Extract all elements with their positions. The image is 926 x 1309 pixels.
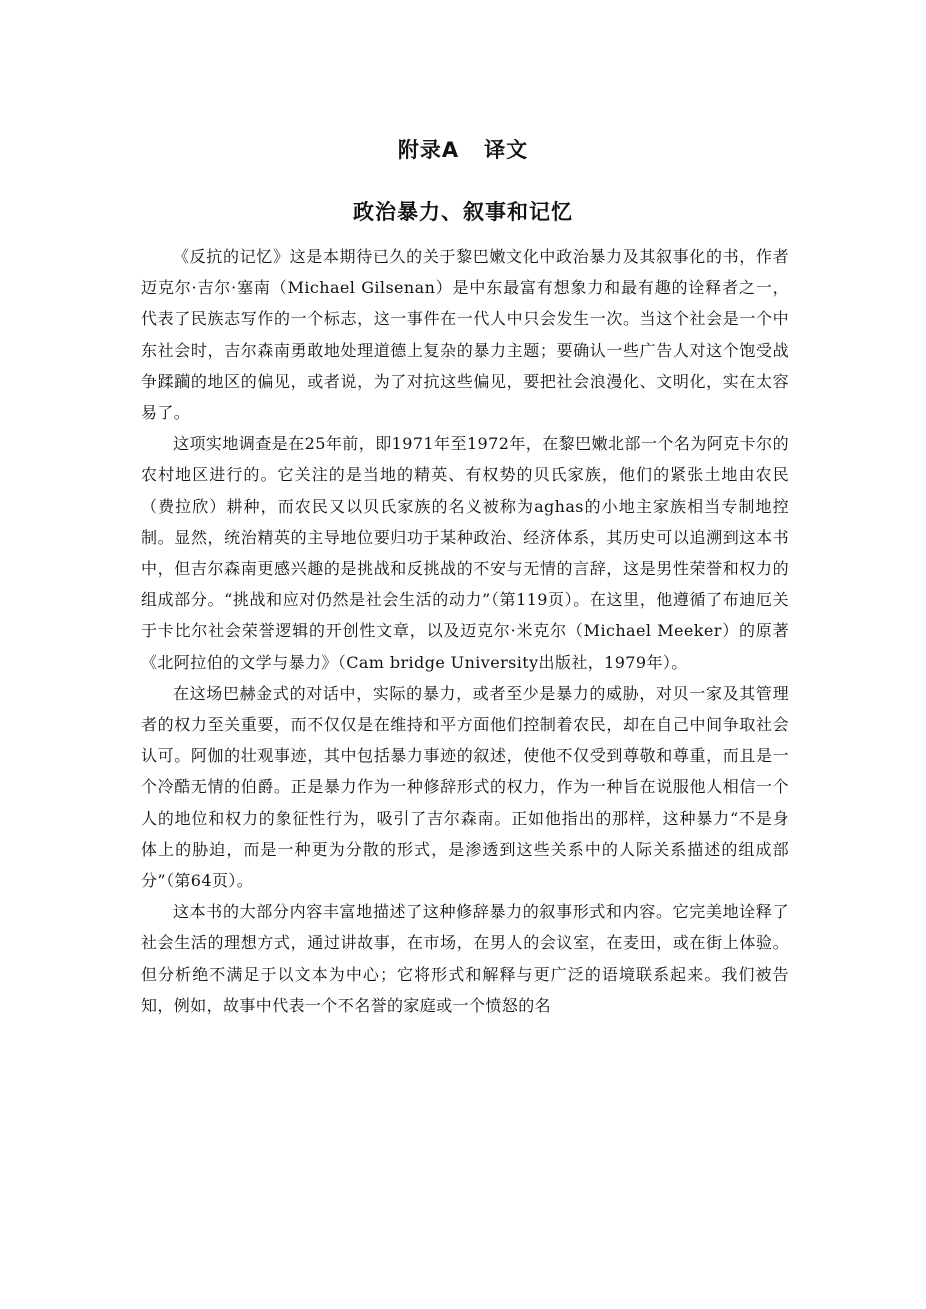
body-text xyxy=(141,241,789,1021)
paragraph-3: 在这场巴赫金式的对话中，实际的暴力，或者至少是暴力的威胁，对贝一家及其管理者的权力至关重要，而不仅仅是在维持和平方面他们控制着农民，却在自己中间争取社会认可。阿伽的壮观事迹，其中包括暴力事迹的叙述，使他不仅受到尊敬和尊重，而且是一个冷酷无情的伯爵。正是暴力作为一种修辞形式的权力，作为一种旨在说服他人相信一个人的地位和权力的象征性行为，吸引了吉尔森南。正如他指出的那样，这种暴力“不是身体上的胁迫，而是一种更为分散的形式，是渗透到这些关系中的人际关系描述的组成部分”（第64页）。 xyxy=(141,683,789,891)
paragraph-1: 《反抗的记忆》这是本期待已久的关于黎巴嫩文化中政治暴力及其叙事化的书，作者迈克尔·吉尔·塞南（Michael Gilsenan）是中东最富有想象力和最有趣的诠释者之一，代表了民族志写作的一个标志，这一事件在一代人中只会发生一次。当这个社会是一个中东社会时，吉尔森南勇敢地处理道德上复杂的暴力主题；要确认一些广告人对这个饱受战争蹂躏的地区的偏见，或者说，为了对抗这些偏见，要把社会浪漫化、文明化，实在太容易了。 xyxy=(141,247,789,423)
article-title: 政治暴力、叙事和记忆 xyxy=(353,200,573,224)
paragraph-2: 这项实地调查是在25年前，即1971年至1972年，在黎巴嫩北部一个名为阿克卡尔的农村地区进行的。它关注的是当地的精英、有权势的贝氏家族，他们的紧张土地由农民（费拉欣）耕种，而农民又以贝氏家族的名义被称为aghas的小地主家族相当专制地控制。显然，统治精英的主导地位要归功于某种政治、经济体系，其历史可以追溯到这本书中，但吉尔森南更感兴趣的是挑战和反挑战的不安与无情的言辞，这是男性荣誉和权力的组成部分。“挑战和应对仍然是社会生活的动力”（第119页）。在这里，他遵循了布迪厄关于卡比尔社会荣誉逻辑的开创性文章，以及迈克尔·米克尔（Michael Meeker）的原著《北阿拉伯的文学与暴力》（Cam bridge University出版社，1979年）。 xyxy=(141,434,789,672)
appendix-title: 附录A 译文 xyxy=(397,138,529,162)
paragraph-4: 这本书的大部分内容丰富地描述了这种修辞暴力的叙事形式和内容。它完美地诠释了社会生活的理想方式，通过讲故事，在市场，在男人的会议室，在麦田，或在街上体验。但分析绝不满足于以文本为中心；它将形式和解释与更广泛的语境联系起来。我们被告知，例如，故事中代表一个不名誉的家庭或一个愤怒的名 xyxy=(141,902,789,1015)
